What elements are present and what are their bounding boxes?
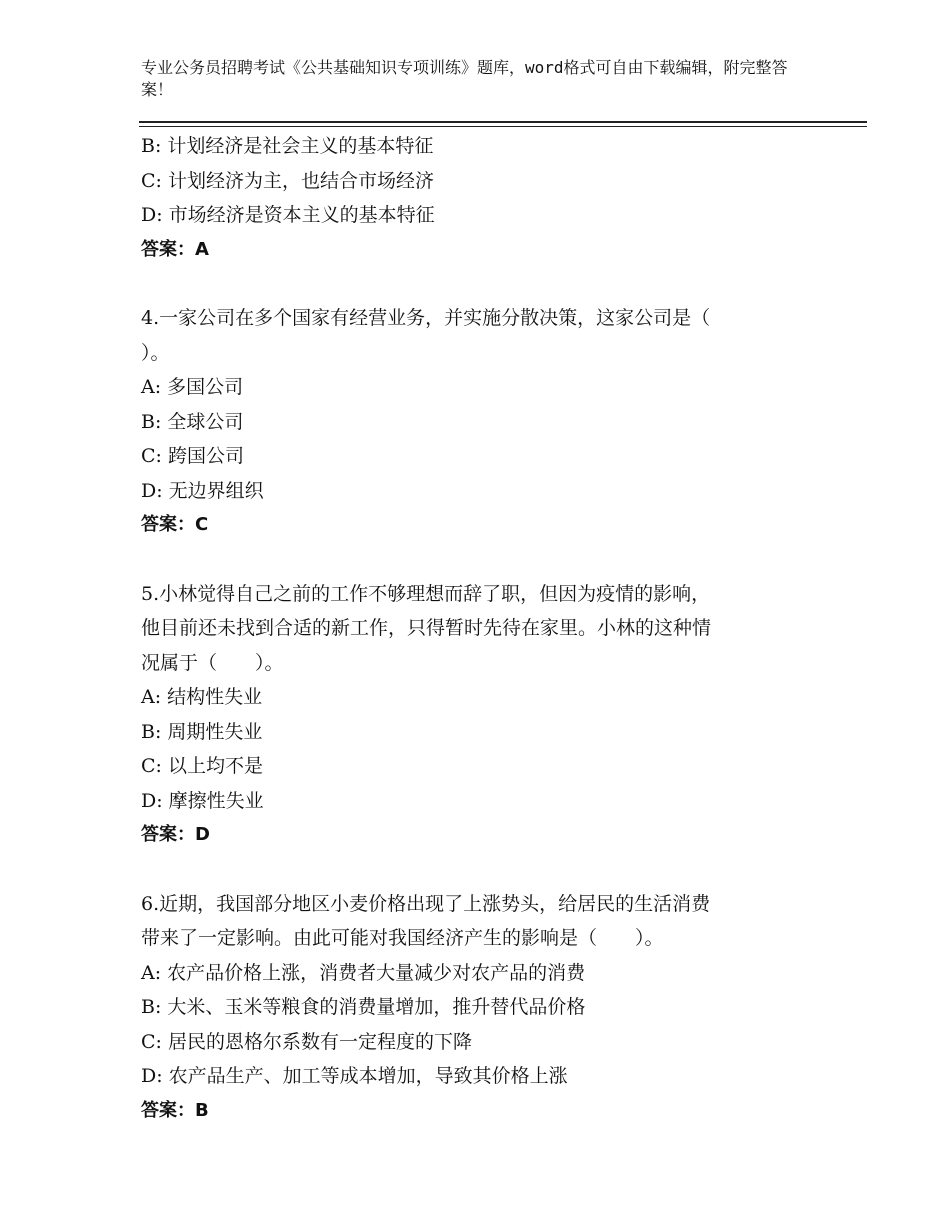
answer-line: 答案：A	[141, 238, 209, 260]
question-stem-line: 4.一家公司在多个国家有经营业务，并实施分散决策，这家公司是（	[141, 307, 711, 329]
option-d: D: 市场经济是资本主义的基本特征	[141, 204, 435, 226]
question-stem-line: 带来了一定影响。由此可能对我国经济产生的影响是（ ）。	[141, 927, 664, 949]
question-stem-line: 6.近期，我国部分地区小麦价格出现了上涨势头，给居民的生活消费	[141, 892, 711, 915]
option-c: C: 跨国公司	[141, 445, 244, 467]
option-c: C: 计划经济为主，也结合市场经济	[141, 169, 434, 192]
option-b: B: 大米、玉米等粮食的消费量增加，推升替代品价格	[141, 996, 586, 1018]
option-c: C: 以上均不是	[141, 755, 263, 777]
option-a: A: 结构性失业	[141, 686, 263, 708]
option-a: A: 农产品价格上涨，消费者大量减少对农产品的消费	[141, 961, 586, 984]
option-d: D: 摩擦性失业	[141, 789, 264, 812]
option-b: B: 周期性失业	[141, 720, 263, 743]
option-b: B: 计划经济是社会主义的基本特征	[141, 135, 434, 157]
prev-question	[141, 129, 821, 267]
answer-line: 答案：D	[141, 824, 210, 845]
option-b: B: 全球公司	[141, 410, 244, 433]
question-content	[141, 129, 821, 1128]
header-rule-thin	[139, 126, 867, 127]
option-d: D: 无边界组织	[141, 479, 264, 502]
option-c: C: 居民的恩格尔系数有一定程度的下降	[141, 1030, 472, 1053]
question-stem-line: ）。	[141, 341, 170, 364]
option-d: D: 农产品生产、加工等成本增加，导致其价格上涨	[141, 1065, 568, 1087]
question-stem-line: 5.小林觉得自己之前的工作不够理想而辞了职，但因为疫情的影响，	[141, 582, 711, 605]
question-4	[141, 301, 821, 543]
document-header: 专业公务员招聘考试《公共基础知识专项训练》题库，word格式可自由下载编辑，附完整答案！	[141, 58, 788, 99]
question-stem-line: 他目前还未找到合适的新工作，只得暂时先待在家里。小林的这种情	[141, 617, 712, 639]
answer-line: 答案：C	[141, 514, 209, 535]
header-rule-thick	[139, 121, 867, 123]
question-6	[141, 887, 821, 1129]
question-stem-line: 况属于（ ）。	[141, 651, 284, 674]
answer-line: 答案：B	[141, 1099, 209, 1121]
option-a: A: 多国公司	[141, 376, 244, 398]
question-5	[141, 577, 821, 853]
